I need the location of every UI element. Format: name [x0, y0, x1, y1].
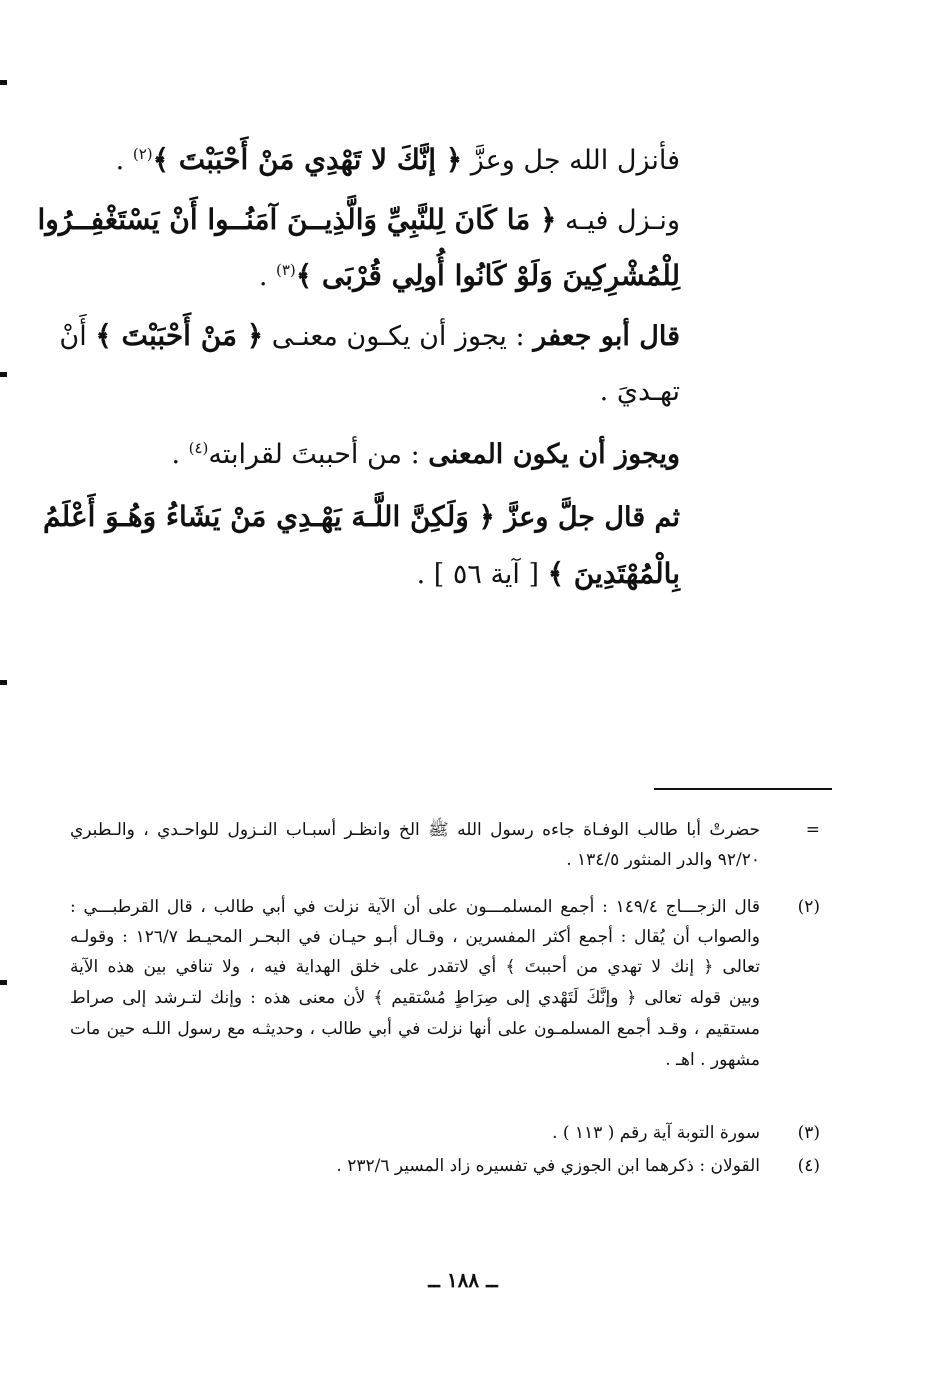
footnote-divider: [654, 788, 832, 790]
footnote-line: مشهور . اهـ .: [665, 1050, 760, 1070]
text-line-2: [37, 200, 680, 241]
text-line-4: [59, 316, 680, 357]
verse-reference: [ آية ٥٦ ] .: [416, 559, 548, 590]
scan-edge-mark: [0, 80, 7, 85]
text: .: [115, 145, 133, 176]
text-line-1: [70, 140, 680, 181]
page-number: ــ ١٨٨ ــ: [428, 1268, 498, 1292]
quran-quote: بِالْمُهْتَدِينَ ﴾: [547, 557, 680, 590]
quran-quote: ﴿ وَلَكِنَّ اللَّـهَ يَهْـدِي مَنْ يَشَاءُ وَهُـوَ أَعْلَمُ: [43, 500, 495, 533]
text: تهـديَ .: [599, 376, 680, 407]
footnote-ref: (٣): [276, 261, 296, 279]
footnote-number: =: [805, 820, 820, 840]
text-line-7: [43, 497, 680, 538]
quran-quote: ﴿ مَا كَانَ لِلنَّبِيِّ وَالَّذِيــنَ آمَنُــوا أَنْ يَسْتَغْفِــرُوا: [37, 203, 557, 236]
scan-edge-mark: [0, 980, 7, 985]
footnote-ref: (٢): [132, 145, 153, 163]
scan-edge-mark: [0, 372, 7, 377]
text: أَنْ: [59, 321, 96, 352]
footnote-line: قال الزجـــاج ١٤٩/٤ : أجمع المسلمـــون على أن الآية نزلت في أبي طالب ، قال القرطبـــي :: [70, 897, 760, 917]
footnote-line: وبين قوله تعالى ﴿ وإنَّكَ لَتَهْدي إلى صِرَاطٍ مُسْتقيم ﴾ لأن معنى هذه : وإنك لتـرشد إلى صراط: [70, 988, 760, 1008]
text: : يجوز أن يكـون معنـى: [263, 321, 534, 352]
footnote-ref: (٤): [188, 439, 209, 457]
emphasis: ثم قال جلَّ وعزَّ: [494, 502, 680, 533]
footnote-line: مستقيم ، وقـد أجمع المسلمـون على أنها نزلت في أبي طالب ، وحديثـه مع رسول اللـه حين مات: [70, 1019, 760, 1039]
footnote-number: (٣): [797, 1123, 820, 1143]
footnote-line: حضرتْ أبا طالب الوفـاة جاءه رسول الله ﷺ الخ وانظـر أسبـاب النـزول للواحـدي ، والـطبري: [70, 820, 760, 840]
quran-quote: ﴿ مَنْ أَحْبَبْتَ ﴾: [95, 319, 264, 352]
footnote-number: (٤): [797, 1156, 820, 1176]
footnote-line: ٩٢/٢٠ والدر المنثور ١٣٤/٥ .: [566, 850, 760, 870]
footnote-line: سورة التوبة آية رقم ( ١١٣ ) .: [552, 1123, 760, 1143]
emphasis: ويجوز أن يكون المعنى: [428, 439, 680, 470]
text: : من أحببتَ لقرابته: [208, 439, 429, 470]
text: .: [258, 261, 276, 292]
text: ونـزل فيـه: [556, 205, 680, 236]
text-line-5: [70, 372, 680, 412]
footnote-line: والصواب أن يُقال : أجمع أكثر المفسرين ، وقـال أبـو حيـان في البحـر المحيـط ١٢٦/٧ : وقولـه: [70, 927, 760, 947]
scan-edge-mark: [0, 680, 7, 685]
text: .: [171, 439, 189, 470]
footnote-number: (٢): [797, 897, 820, 917]
quran-quote: لِلْمُشْرِكِينَ وَلَوْ كَانُوا أُولِي قُرْبَى ﴾: [295, 259, 680, 292]
speaker-name: قال أبو جعفر: [533, 321, 680, 352]
quran-quote: ﴿ إنَّكَ لا تَهْدِي مَنْ أَحْبَبْتَ ﴾: [152, 143, 463, 176]
footnote-line: تعالى ﴿ إنك لا تهدي من أحببتَ ﴾ أي لاتقدر على خلق الهداية فيه ، ولا تنافي بين هذه الآية: [70, 957, 760, 977]
footnote-line: القولان : ذكرهما ابن الجوزي في تفسيره زاد المسير ٢٣٢/٦ .: [336, 1156, 760, 1176]
text-line-3: [70, 256, 680, 297]
text: فأنزل الله جل وعزَّ: [462, 145, 680, 176]
text-line-6: [70, 435, 680, 475]
text-line-8: [70, 554, 680, 595]
